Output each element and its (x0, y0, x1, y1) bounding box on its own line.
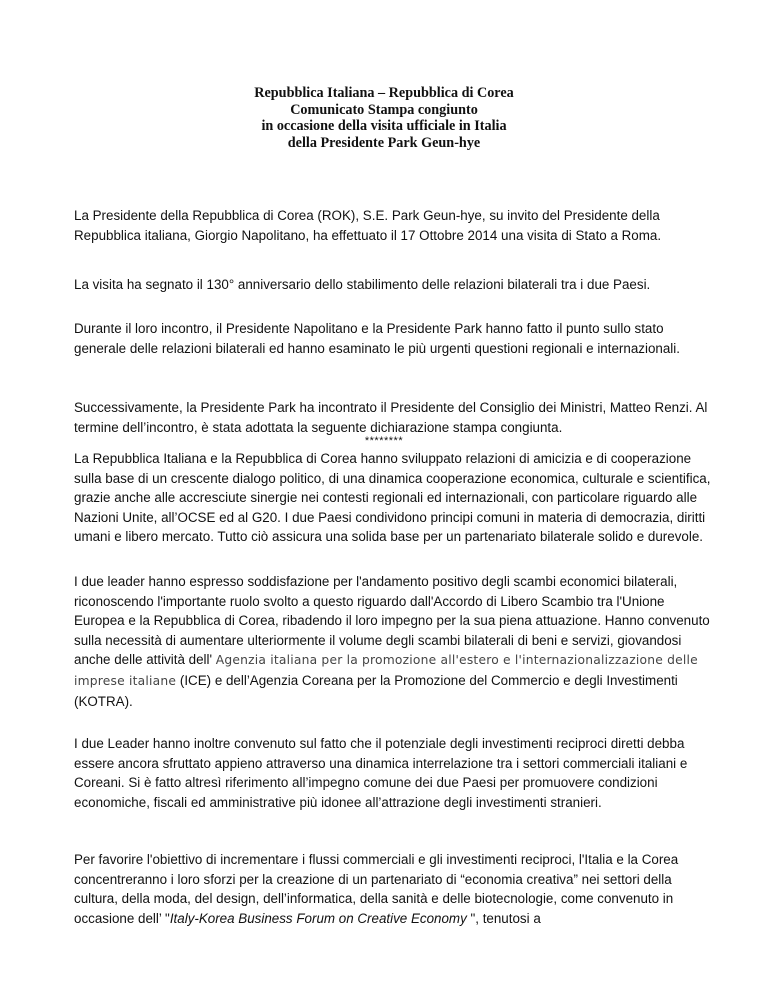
title-line-1: Repubblica Italiana – Repubblica di Corea (254, 85, 514, 101)
forum-name-italic: Italy-Korea Business Forum on Creative Economy (169, 910, 467, 926)
paragraph-8 (74, 850, 714, 928)
paragraph-8-text-a: Per favorire l'obiettivo di incrementare i flussi commerciali e gli investimenti reciproci, l'Italia e la Corea concentreranno i loro sforzi per la creazione di un partenariato di “economia creativa” nei settori della cultura, della moda, del design, dell’informatica, della sanità e delle biotecnologie, come convenuto in occasione dell’ " (74, 852, 679, 926)
paragraph-8-text-b: ", tenutosi a (466, 910, 541, 926)
paragraph-3: Durante il loro incontro, il Presidente Napolitano e la Presidente Park hanno fatto il punto sullo stato generale delle relazioni bilaterali ed hanno esaminato le più urgenti questioni regionali e internazionali. (74, 321, 680, 356)
paragraph-7: I due Leader hanno inoltre convenuto sul fatto che il potenziale degli investimenti reciproci diretti debba essere ancora sfruttato appieno attraverso una dinamica interrelazione tra i settori commerciali italiani e Coreani. Si è fatto altresì riferimento all’impegno comune dei due Paesi per promuovere condizioni economiche, fiscali ed amministrative più idonee all’attrazione degli investimenti stranieri. (74, 736, 688, 810)
paragraph-5: La Repubblica Italiana e la Repubblica di Corea hanno sviluppato relazioni di amicizia e di cooperazione sulla base di un crescente dialogo politico, di una dinamica cooperazione economica, culturale e scientifica, grazie anche alle accresciute sinergie nei contesti regionali ed internazionali, con particolare riguardo alle Nazioni Unite, all’OCSE ed al G20. I due Paesi condividono principi comuni in materia di democrazia, diritti umani e libero mercato. Tutto ciò assicura una solida base per un partenariato bilaterale solido e durevole. (74, 451, 711, 545)
title-line-4: della Presidente Park Geun-hye (287, 134, 481, 151)
title-line-2: Comunicato Stampa congiunto (290, 101, 478, 118)
paragraph-2: La visita ha segnato il 130° anniversario dello stabilimento delle relazioni bilaterali tra i due Paesi. (74, 277, 651, 292)
document-title (0, 85, 768, 151)
separator-stars: ******** (364, 435, 404, 447)
paragraph-4: Successivamente, la Presidente Park ha incontrato il Presidente del Consiglio dei Ministri, Matteo Renzi. Al termine dell’incontro, è stata adottata la seguente dichiarazione stampa congiunta. (74, 400, 708, 435)
agency-ice-name: Agenzia italiana per la promozione all'estero e l'internazionalizzazione delle imprese italiane (74, 653, 698, 688)
paragraph-6-text-a: I due leader hanno espresso soddisfazione per l'andamento positivo degli scambi economici bilaterali, riconoscendo l'importante ruolo svolto a questo riguardo dall'Accordo di Libero Scambio tra l'Unione Europea e la Repubblica di Corea, ribadendo il loro impegno per la sua piena attuazione. Hanno convenuto sulla necessità di aumentare ulteriormente il volume degli scambi bilaterali di beni e servizi, giovandosi anche delle attività dell' (74, 574, 710, 668)
paragraph-6-text-b: (ICE) e dell’Agenzia Coreana per la Promozione del Commercio e degli Investimenti (KOTRA). (74, 672, 678, 709)
paragraph-1: La Presidente della Repubblica di Corea (ROK), S.E. Park Geun-hye, su invito del Presidente della Repubblica italiana, Giorgio Napolitano, ha effettuato il 17 Ottobre 2014 una visita di Stato a Roma. (74, 208, 662, 243)
paragraph-6 (74, 572, 714, 711)
title-line-3: in occasione della visita ufficiale in Italia (261, 118, 507, 134)
